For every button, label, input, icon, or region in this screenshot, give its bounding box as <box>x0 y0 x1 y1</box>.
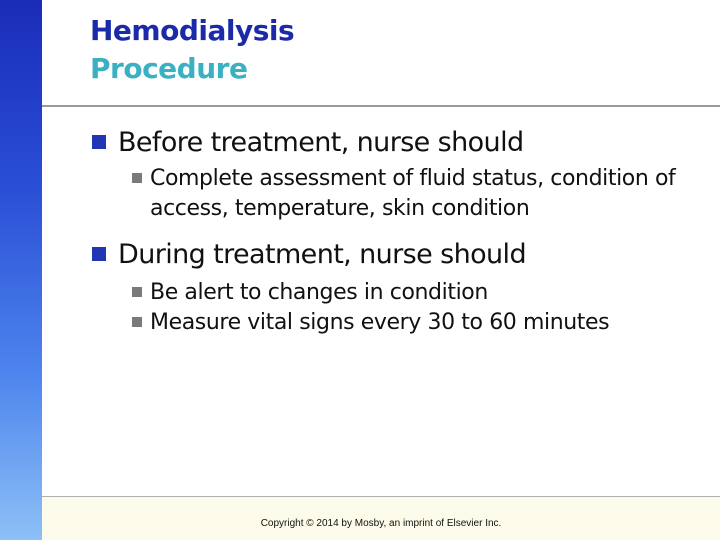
bullet-text: Before treatment, nurse should <box>118 127 524 158</box>
square-bullet-icon <box>132 317 142 327</box>
square-bullet-icon <box>132 287 142 297</box>
bullet-text: Be alert to changes in condition <box>150 280 488 305</box>
bullet-text: During treatment, nurse should <box>118 239 526 270</box>
bullet-level2 <box>132 164 692 224</box>
title-line-1: Hemodialysis <box>90 14 295 47</box>
title-line-2: Procedure <box>90 52 248 85</box>
bullet-text: Complete assessment of fluid status, condition of access, temperature, skin condition <box>150 166 676 221</box>
copyright-notice: Copyright © 2014 by Mosby, an imprint of Elsevier Inc. <box>260 518 502 529</box>
square-bullet-icon <box>92 135 106 149</box>
bullet-text: Measure vital signs every 30 to 60 minutes <box>150 310 610 335</box>
square-bullet-icon <box>92 247 106 261</box>
slide-title <box>90 12 294 88</box>
bullet-level2 <box>132 278 692 308</box>
bullet-level2 <box>132 308 692 338</box>
bullet-level1 <box>92 126 692 160</box>
square-bullet-icon <box>132 173 142 183</box>
bullet-level1 <box>92 238 692 272</box>
title-divider <box>42 105 720 107</box>
slide-body <box>92 126 692 338</box>
side-gradient-bar <box>0 0 42 540</box>
